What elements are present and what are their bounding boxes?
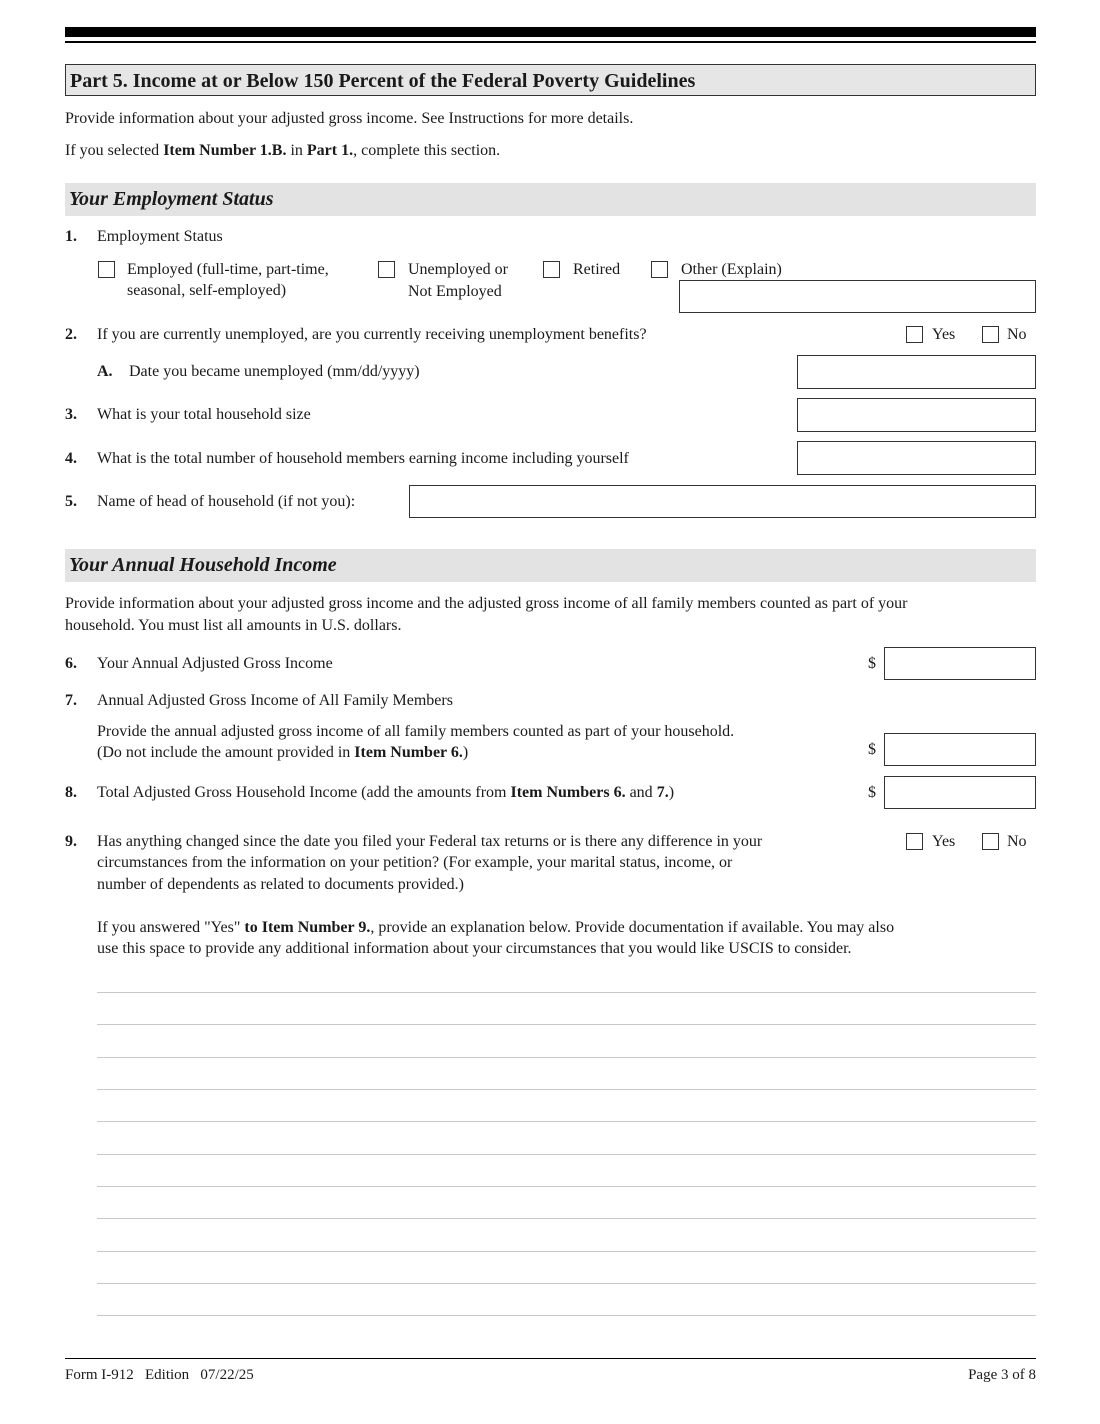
currency-symbol: $ bbox=[868, 741, 876, 758]
head-of-household-label: Name of head of household (if not you): bbox=[97, 493, 356, 510]
other-label: Other (Explain) bbox=[681, 261, 782, 278]
changes-yes-checkbox[interactable] bbox=[906, 833, 923, 850]
explanation-instruction-cont: use this space to provide any additional information about your circumstances that you would like USCIS to consider. bbox=[97, 940, 852, 957]
currency-symbol: $ bbox=[868, 784, 876, 801]
explanation-line[interactable] bbox=[97, 1186, 1036, 1187]
benefits-no-label: No bbox=[1007, 326, 1027, 343]
explanation-line[interactable] bbox=[97, 1251, 1036, 1252]
explanation-line[interactable] bbox=[97, 1283, 1036, 1284]
unemployed-label: Unemployed or bbox=[408, 261, 508, 278]
family-agi-field[interactable] bbox=[884, 733, 1036, 766]
head-of-household-field[interactable] bbox=[409, 485, 1036, 518]
item-letter-2a: A. bbox=[97, 363, 113, 380]
top-rule-thick bbox=[65, 27, 1036, 37]
changes-question: Has anything changed since the date you filed your Federal tax returns or is there any difference in your bbox=[97, 833, 763, 850]
unemployed-checkbox[interactable] bbox=[378, 261, 395, 278]
family-agi-desc: Provide the annual adjusted gross income of all family members counted as part of your household. bbox=[97, 723, 735, 740]
household-size-field[interactable] bbox=[797, 398, 1036, 432]
item-number-6: 6. bbox=[65, 655, 77, 672]
household-size-label: What is your total household size bbox=[97, 406, 311, 423]
item-number-9: 9. bbox=[65, 833, 77, 850]
benefits-yes-checkbox[interactable] bbox=[906, 326, 923, 343]
item-number-5: 5. bbox=[65, 493, 77, 510]
retired-label: Retired bbox=[573, 261, 621, 278]
explanation-line[interactable] bbox=[97, 1057, 1036, 1058]
item-number-8: 8. bbox=[65, 784, 77, 801]
item-number-2: 2. bbox=[65, 326, 77, 343]
explanation-line[interactable] bbox=[97, 1089, 1036, 1090]
item-number-7: 7. bbox=[65, 692, 77, 709]
changes-no-checkbox[interactable] bbox=[982, 833, 999, 850]
unemployed-label-cont: Not Employed bbox=[408, 283, 502, 300]
part-header: Part 5. Income at or Below 150 Percent of the Federal Poverty Guidelines bbox=[65, 64, 1036, 96]
unemployment-benefits-label: If you are currently unemployed, are you currently receiving unemployment benefits? bbox=[97, 326, 647, 343]
explanation-line[interactable] bbox=[97, 992, 1036, 993]
intro-instruction: If you selected Item Number 1.B. in Part 1., complete this section. bbox=[65, 142, 501, 159]
explanation-line[interactable] bbox=[97, 1154, 1036, 1155]
changes-yes-label: Yes bbox=[932, 833, 956, 850]
benefits-yes-label: Yes bbox=[932, 326, 956, 343]
total-agi-label: Total Adjusted Gross Household Income (add the amounts from Item Numbers 6. and 7.) bbox=[97, 784, 675, 801]
footer-form-edition: Form I-912 Edition 07/22/25 bbox=[65, 1367, 254, 1383]
other-explain-field[interactable] bbox=[679, 280, 1036, 313]
income-intro: Provide information about your adjusted gross income and the adjusted gross income of all family members counted as part of your bbox=[65, 595, 908, 612]
employed-label-cont: seasonal, self-employed) bbox=[127, 282, 287, 299]
family-agi-desc-cont: (Do not include the amount provided in Item Number 6.) bbox=[97, 744, 469, 761]
explanation-line[interactable] bbox=[97, 1218, 1036, 1219]
explanation-instruction: If you answered "Yes" to Item Number 9., provide an explanation below. Provide documentation if available. You may also bbox=[97, 919, 895, 936]
family-agi-label: Annual Adjusted Gross Income of All Family Members bbox=[97, 692, 453, 709]
explanation-line[interactable] bbox=[97, 1024, 1036, 1025]
footer-page-number: Page 3 of 8 bbox=[968, 1367, 1036, 1383]
section-employment-status: Your Employment Status bbox=[65, 183, 1036, 216]
top-rule-thin bbox=[65, 41, 1036, 43]
footer-rule bbox=[65, 1358, 1036, 1359]
currency-symbol: $ bbox=[868, 655, 876, 672]
total-agi-field[interactable] bbox=[884, 776, 1036, 809]
other-checkbox[interactable] bbox=[651, 261, 668, 278]
item-number-1: 1. bbox=[65, 228, 77, 245]
income-intro-cont: household. You must list all amounts in U.S. dollars. bbox=[65, 617, 402, 634]
employed-checkbox[interactable] bbox=[98, 261, 115, 278]
section-annual-household-income: Your Annual Household Income bbox=[65, 549, 1036, 582]
changes-question-cont2: number of dependents as related to documents provided.) bbox=[97, 876, 464, 893]
changes-no-label: No bbox=[1007, 833, 1027, 850]
employment-status-label: Employment Status bbox=[97, 228, 223, 245]
unemployed-date-label: Date you became unemployed (mm/dd/yyyy) bbox=[129, 363, 420, 380]
explanation-line[interactable] bbox=[97, 1315, 1036, 1316]
retired-checkbox[interactable] bbox=[543, 261, 560, 278]
intro-text: Provide information about your adjusted gross income. See Instructions for more details. bbox=[65, 110, 634, 127]
employed-label: Employed (full-time, part-time, bbox=[127, 261, 329, 278]
item-number-4: 4. bbox=[65, 450, 77, 467]
annual-agi-label: Your Annual Adjusted Gross Income bbox=[97, 655, 333, 672]
benefits-no-checkbox[interactable] bbox=[982, 326, 999, 343]
earning-members-label: What is the total number of household members earning income including yourself bbox=[97, 450, 629, 467]
annual-agi-field[interactable] bbox=[884, 647, 1036, 680]
unemployed-date-field[interactable] bbox=[797, 355, 1036, 389]
earning-members-field[interactable] bbox=[797, 441, 1036, 475]
item-number-3: 3. bbox=[65, 406, 77, 423]
explanation-line[interactable] bbox=[97, 1121, 1036, 1122]
changes-question-cont: circumstances from the information on your petition? (For example, your marital status, income, or bbox=[97, 854, 733, 871]
